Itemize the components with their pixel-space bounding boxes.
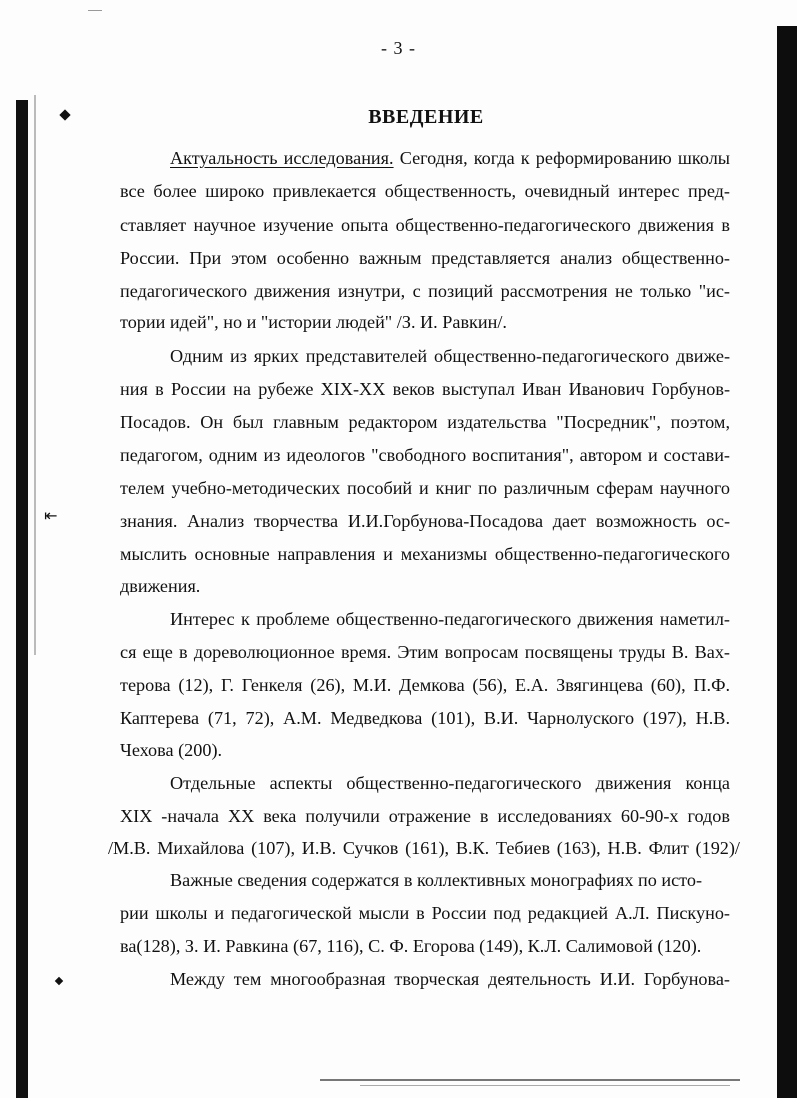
text-line: Актуальность исследования. Сегодня, когда к реформированию школы: [170, 148, 730, 168]
text-line: терова (12), Г. Генкеля (26), М.И. Демкова (56), Е.А. Звягинцева (60), П.Ф.: [120, 675, 730, 695]
text-line: Чехова (200).: [120, 740, 223, 760]
page-number: - 3 -: [381, 38, 416, 58]
scan-mark: [55, 977, 63, 985]
scan-border-left: [16, 100, 28, 1098]
text-line: тории идей", но и "истории людей" /З. И. Равкин/.: [120, 312, 507, 332]
text-line: мыслить основные направления и механизмы общественно-педагогического: [120, 544, 730, 564]
text-line: рии школы и педагогической мысли в России под редакцией А.Л. Пискуно-: [120, 903, 730, 923]
scan-artifact: [88, 10, 102, 11]
section-heading: ВВЕДЕНИЕ: [368, 106, 484, 128]
text-line: Интерес к проблеме общественно-педагогического движения наметил-: [170, 609, 730, 629]
scan-footer-rule: [360, 1085, 730, 1086]
text-line: Между тем многообразная творческая деятельность И.И. Горбунова-: [170, 969, 730, 989]
text-line: ся еще в дореволюционное время. Этим вопросам посвящены труды В. Вах-: [120, 642, 730, 662]
text-line: XIX -начала XX века получили отражение в исследованиях 60-90-х годов: [120, 806, 730, 826]
scan-border-left-thin: [34, 95, 36, 655]
text-line: Отдельные аспекты общественно-педагогического движения конца: [170, 773, 730, 793]
text-line: ва(128), З. И. Равкина (67, 116), С. Ф. Егорова (149), К.Л. Салимовой (120).: [120, 936, 702, 956]
text-line: движения.: [120, 576, 201, 596]
text-line: Посадов. Он был главным редактором издательства "Посредник", поэтом,: [120, 412, 730, 432]
scan-border-right: [777, 26, 797, 1098]
text-line: /М.В. Михайлова (107), И.В. Сучков (161), В.К. Тебиев (163), Н.В. Флит (192)/: [108, 838, 740, 858]
text-line: ния в России на рубеже XIX-XX веков выступал Иван Иванович Горбунов-: [120, 379, 730, 399]
text-line: все более широко привлекается общественность, очевидный интерес пред-: [120, 181, 730, 201]
text-line: знания. Анализ творчества И.И.Горбунова-Посадова дает возможность ос-: [120, 511, 730, 531]
scan-mark: ⇤: [44, 506, 58, 525]
text-line: ставляет научное изучение опыта общественно-педагогического движения в: [120, 215, 730, 235]
text-line: Одним из ярких представителей общественно-педагогического движе-: [170, 346, 730, 366]
text-line: Важные сведения содержатся в коллективных монографиях по исто-: [170, 870, 703, 890]
text-line: педагогического движения изнутри, с позиций рассмотрения не только "ис-: [120, 281, 730, 301]
text-line: Каптерева (71, 72), А.М. Медведкова (101), В.И. Чарнолуского (197), Н.В.: [120, 708, 730, 728]
text-line: телем учебно-методических пособий и книг по различным сферам научного: [120, 478, 730, 498]
scan-footer-rule: [320, 1079, 740, 1081]
text-line: России. При этом особенно важным представляется анализ общественно-: [120, 248, 730, 268]
underlined-term: Актуальность исследования.: [170, 148, 394, 168]
text-line: педагогом, одним из идеологов "свободного воспитания", автором и состави-: [120, 445, 730, 465]
